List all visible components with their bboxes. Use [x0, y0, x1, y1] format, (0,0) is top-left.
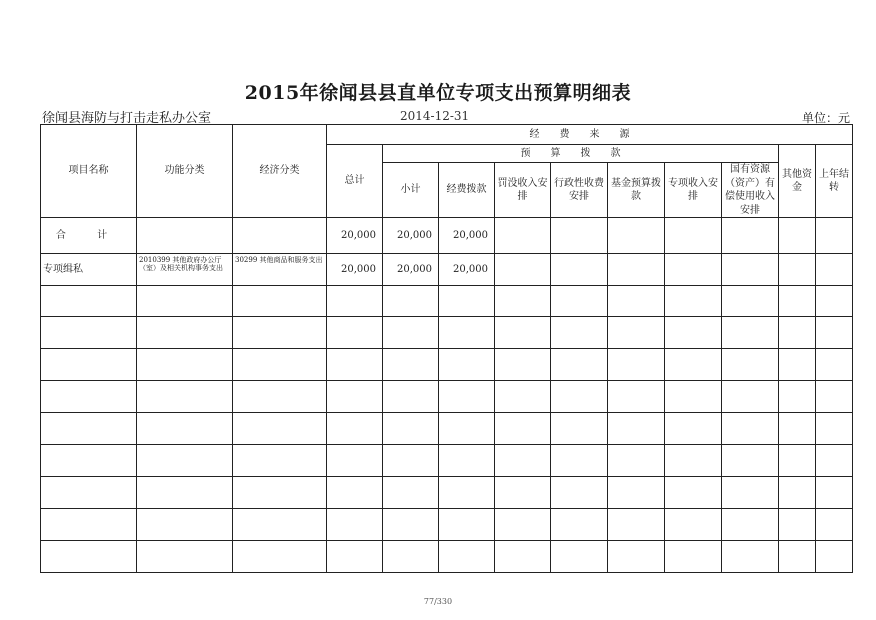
empty-row — [41, 286, 853, 317]
empty-row — [41, 541, 853, 573]
empty-row — [41, 477, 853, 509]
header-state-assets: 国有资源（资产）有偿使用收入安排 — [722, 163, 779, 218]
row-economic — [233, 218, 327, 254]
row-fund: 20,000 — [439, 254, 495, 286]
empty-row — [41, 413, 853, 445]
empty-row — [41, 445, 853, 477]
budget-table — [40, 124, 853, 573]
row-subtotal: 20,000 — [383, 254, 439, 286]
document-date: 2014-12-31 — [400, 109, 470, 123]
empty-row — [41, 349, 853, 381]
header-subtotal: 小计 — [383, 163, 439, 218]
header-function-class: 功能分类 — [137, 125, 233, 218]
row-fund: 20,000 — [439, 218, 495, 254]
organization-name: 徐闻县海防与打击走私办公室 — [42, 111, 212, 126]
header-funding-source: 经费来源 — [327, 125, 853, 145]
header-special-income: 专项收入安排 — [665, 163, 722, 218]
empty-row — [41, 317, 853, 349]
header-fines-income: 罚没收入安排 — [495, 163, 551, 218]
header-total: 总计 — [327, 145, 383, 218]
table-row — [41, 254, 853, 286]
header-fund-allocation: 经费拨款 — [439, 163, 495, 218]
row-function: 2010399 其他政府办公厅（室）及相关机构事务支出 — [137, 254, 233, 286]
currency-unit: 单位：元 — [801, 111, 850, 125]
row-total: 20,000 — [327, 254, 383, 286]
row-function — [137, 218, 233, 254]
document-title: 2015年徐闻县县直单位专项支出预算明细表 — [244, 82, 632, 104]
row-project-name: 合 计 — [41, 218, 137, 254]
header-carryover: 上年结转 — [816, 145, 853, 218]
empty-row — [41, 509, 853, 541]
header-fund-budget: 基金预算拨款 — [608, 163, 665, 218]
header-economic-class: 经济分类 — [233, 125, 327, 218]
row-economic: 30299 其他商品和服务支出 — [233, 254, 327, 286]
table-row — [41, 218, 853, 254]
row-total: 20,000 — [327, 218, 383, 254]
row-subtotal: 20,000 — [383, 218, 439, 254]
empty-row — [41, 381, 853, 413]
header-project-name: 项目名称 — [41, 125, 137, 218]
header-budget-allocation: 预算拨款 — [383, 145, 779, 163]
page-number: 77/330 — [423, 597, 453, 606]
header-admin-fee: 行政性收费安排 — [551, 163, 608, 218]
header-other-funds: 其他资金 — [779, 145, 816, 218]
row-project-name: 专项缉私 — [41, 254, 137, 286]
